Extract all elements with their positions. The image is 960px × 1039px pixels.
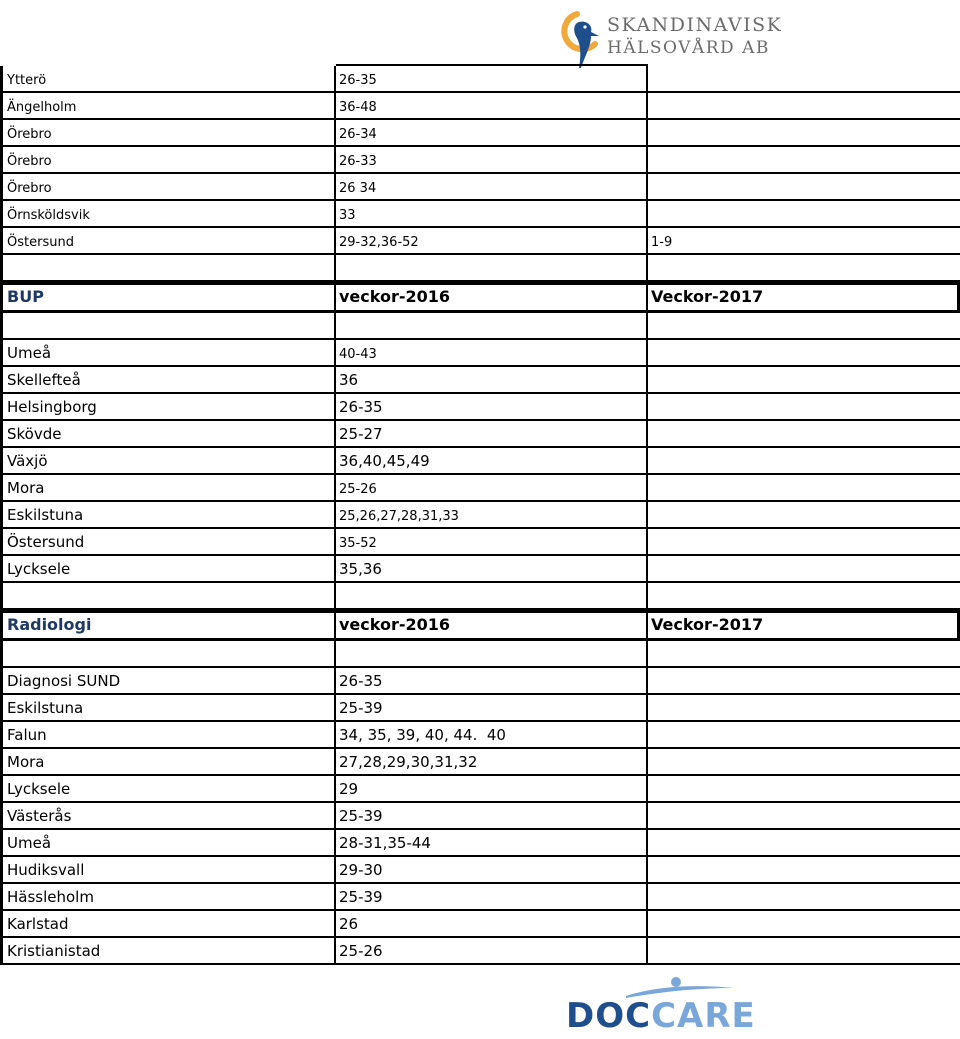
- location-cell: Umeå: [7, 834, 52, 852]
- weeks-2016-cell: 25-39: [339, 699, 383, 717]
- docare-doc-text: DOC: [566, 996, 652, 1036]
- table-row: [0, 776, 960, 803]
- empty-row: [0, 583, 960, 610]
- bup-col-2016-header: veckor-2016: [339, 287, 451, 306]
- empty-row: [0, 641, 960, 668]
- weeks-2016-cell: 26-35: [339, 672, 383, 690]
- table-row: [0, 911, 960, 938]
- bup-section-title: BUP: [7, 287, 44, 306]
- location-cell: Diagnosi SUND: [7, 672, 121, 690]
- bup-header-row: [0, 282, 960, 313]
- weeks-2016-cell: 29-30: [339, 861, 383, 879]
- brand-line-2: HÄLSOVÅRD AB: [607, 38, 770, 58]
- table-row: [0, 556, 960, 583]
- table-row: [0, 66, 960, 93]
- table-row: [0, 394, 960, 421]
- radiologi-header-row: [0, 610, 960, 641]
- table-row: [0, 803, 960, 830]
- empty-row: [0, 313, 960, 340]
- weeks-2016-cell: 25-39: [339, 807, 383, 825]
- table-row: [0, 668, 960, 695]
- weeks-2016-cell: 36-48: [339, 100, 377, 115]
- weeks-2016-cell: 25,26,27,28,31,33: [339, 509, 459, 524]
- weeks-2016-cell: 26-34: [339, 127, 377, 142]
- location-cell: Västerås: [7, 807, 72, 825]
- table-row: [0, 201, 960, 228]
- location-cell: Falun: [7, 726, 47, 744]
- table-row: [0, 830, 960, 857]
- location-cell: Helsingborg: [7, 398, 97, 416]
- location-cell: Växjö: [7, 452, 48, 470]
- weeks-2016-cell: 40-43: [339, 347, 377, 362]
- location-cell: Karlstad: [7, 915, 69, 933]
- location-cell: Hudiksvall: [7, 861, 85, 879]
- weeks-2017-cell: 1-9: [651, 235, 673, 250]
- table-row: [0, 448, 960, 475]
- weeks-2016-cell: 27,28,29,30,31,32: [339, 753, 478, 771]
- location-cell: Östersund: [7, 235, 74, 250]
- empty-row: [0, 255, 960, 282]
- weeks-2016-cell: 26: [339, 915, 359, 933]
- weeks-2016-cell: 26-35: [339, 73, 377, 88]
- location-cell: Ytterö: [7, 73, 47, 88]
- location-cell: Skövde: [7, 425, 62, 443]
- table-row: [0, 147, 960, 174]
- location-cell: Hässleholm: [7, 888, 94, 906]
- docare-care-text: CARE: [651, 996, 756, 1036]
- table-row: [0, 174, 960, 201]
- location-cell: Mora: [7, 753, 45, 771]
- location-cell: Umeå: [7, 344, 52, 362]
- table-row: [0, 228, 960, 255]
- table-row: [0, 502, 960, 529]
- table-row: [0, 749, 960, 776]
- weeks-2016-cell: 25-26: [339, 942, 383, 960]
- table-row: [0, 938, 960, 965]
- table-row: [0, 421, 960, 448]
- bup-col-2017-header: Veckor-2017: [651, 287, 764, 306]
- radiologi-col-2016-header: veckor-2016: [339, 615, 451, 634]
- location-cell: Ängelholm: [7, 100, 77, 115]
- table-row: [0, 120, 960, 147]
- table-row: [0, 340, 960, 367]
- table-row: [0, 722, 960, 749]
- weeks-2016-cell: 33: [339, 208, 356, 223]
- weeks-2016-cell: 25-39: [339, 888, 383, 906]
- location-cell: Skellefteå: [7, 371, 81, 389]
- weeks-2016-cell: 28-31,35-44: [339, 834, 431, 852]
- table-row: [0, 475, 960, 502]
- location-cell: Lycksele: [7, 560, 71, 578]
- location-cell: Örebro: [7, 127, 52, 142]
- weeks-2016-cell: 26-35: [339, 398, 383, 416]
- location-cell: Örebro: [7, 181, 52, 196]
- weeks-2016-cell: 29-32,36-52: [339, 235, 419, 250]
- location-cell: Lycksele: [7, 780, 71, 798]
- location-cell: Östersund: [7, 533, 85, 551]
- location-cell: Mora: [7, 479, 45, 497]
- table-row: [0, 884, 960, 911]
- docare-logo: [566, 974, 756, 1038]
- location-cell: Örebro: [7, 154, 52, 169]
- weeks-2016-cell: 36: [339, 371, 359, 389]
- brand-line-1: SKANDINAVISK: [607, 14, 783, 36]
- radiologi-section-title: Radiologi: [7, 615, 92, 634]
- table-row: [0, 529, 960, 556]
- location-cell: Eskilstuna: [7, 699, 84, 717]
- table-row: [0, 93, 960, 120]
- radiologi-col-2017-header: Veckor-2017: [651, 615, 764, 634]
- weeks-2016-cell: 25-27: [339, 425, 383, 443]
- table-row: [0, 857, 960, 884]
- weeks-2016-cell: 29: [339, 780, 359, 798]
- location-cell: Kristianistad: [7, 942, 101, 960]
- weeks-2016-cell: 26-33: [339, 154, 377, 169]
- location-cell: Örnsköldsvik: [7, 208, 90, 223]
- docare-wordmark: [566, 996, 756, 1036]
- weeks-2016-cell: 35,36: [339, 560, 382, 578]
- weeks-2016-cell: 25-26: [339, 482, 377, 497]
- table-row: [0, 695, 960, 722]
- table-row: [0, 367, 960, 394]
- weeks-2016-cell: 36,40,45,49: [339, 452, 430, 470]
- weeks-2016-cell: 35-52: [339, 536, 377, 551]
- location-cell: Eskilstuna: [7, 506, 84, 524]
- weeks-2016-cell: 26 34: [339, 181, 377, 196]
- weeks-2016-cell: 34, 35, 39, 40, 44. 40: [339, 726, 506, 744]
